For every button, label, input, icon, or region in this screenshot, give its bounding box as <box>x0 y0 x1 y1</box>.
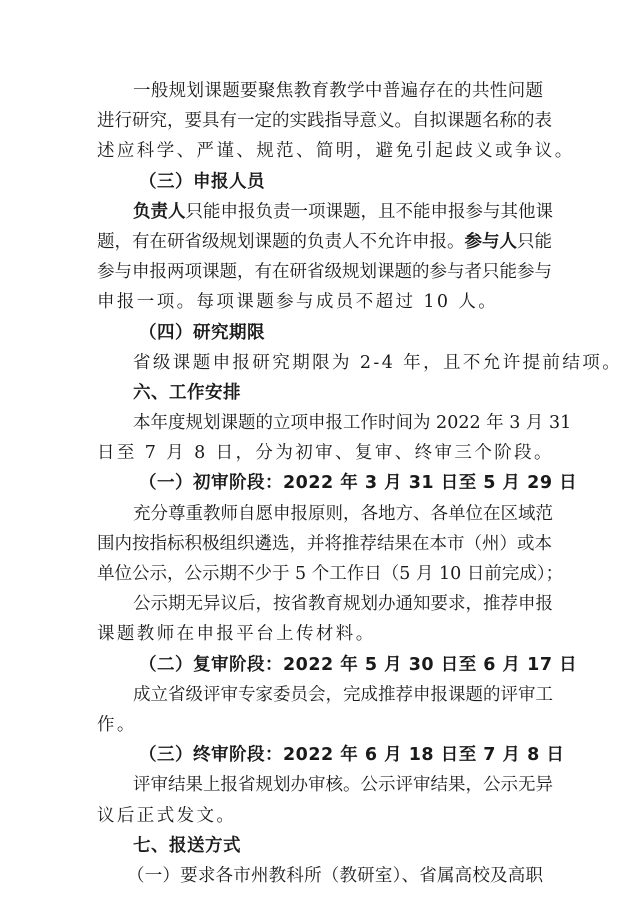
paragraph-line: 课题教师在申报平台上传材料。 <box>97 624 376 645</box>
paragraph-line <box>97 197 553 227</box>
section-heading-research-period: （四）研究期限 <box>139 322 265 343</box>
paragraph-line: 作。 <box>97 714 137 735</box>
paragraph-line: 评审结果上报省规划办审核。公示评审结果，公示无异 <box>133 775 553 796</box>
section-heading-submission-method: 七、报送方式 <box>133 835 241 856</box>
paragraph-text: 只能申报负责一项课题，且不能申报参与其他课 <box>185 201 553 222</box>
stage-heading-second-review: （二）复审阶段：2022 年 5 月 30 日至 6 月 17 日 <box>139 654 578 675</box>
paragraph-line: 成立省级评审专家委员会，完成推荐申报课题的评审工 <box>133 684 553 705</box>
section-heading-applicants: （三）申报人员 <box>139 171 265 192</box>
stage-heading-initial-review: （一）初审阶段：2022 年 3 月 31 日至 5 月 29 日 <box>139 473 578 494</box>
paragraph-line: 申报一项。每项课题参与成员不超过 10 人。 <box>97 292 499 313</box>
paragraph-text: 只能 <box>517 231 552 252</box>
section-heading-work-arrangement: 六、工作安排 <box>133 382 241 403</box>
paragraph-line <box>97 227 552 257</box>
paragraph-line: 充分尊重教师自愿申报原则，各地方、各单位在区域范 <box>133 503 553 524</box>
paragraph-line: 本年度规划课题的立项申报工作时间为 2022 年 3 月 31 <box>133 413 572 434</box>
paragraph-text: 题，有在研省级规划课题的负责人不允许申报。 <box>97 231 465 252</box>
paragraph-line: 一般规划课题要聚焦教育教学中普遍存在的共性问题 <box>133 81 543 101</box>
paragraph-line: 述应科学、严谨、规范、简明，避免引起歧义或争议。 <box>97 141 575 162</box>
paragraph-line: 单位公示，公示期不少于 5 个工作日（5 月 10 日前完成）； <box>97 564 564 584</box>
paragraph-line: 议后正式发文。 <box>97 805 237 826</box>
paragraph-line: 参与申报两项课题，有在研省级规划课题的参与者只能参与 <box>97 262 552 283</box>
paragraph-line: 进行研究，要具有一定的实践指导意义。自拟课题名称的表 <box>97 111 552 132</box>
paragraph-line: 公示期无异议后，按省教育规划办通知要求，推荐申报 <box>133 594 553 615</box>
stage-heading-final-review: （三）终审阶段：2022 年 6 月 18 日至 7 月 8 日 <box>139 745 565 766</box>
paragraph-line: 省级课题申报研究期限为 2-4 年，且不允许提前结项。 <box>133 352 623 373</box>
bold-term-leader: 负责人 <box>133 201 186 222</box>
paragraph-line: （一）要求各市州教科所（教研室）、省属高校及高职 <box>127 865 543 886</box>
paragraph-line: 日至 7 月 8 日，分为初审、复审、终审三个阶段。 <box>97 443 554 464</box>
document-page <box>97 76 623 891</box>
bold-term-participant: 参与人 <box>464 231 517 252</box>
paragraph-line: 围内按指标积极组织遴选，并将推荐结果在本市（州）或本 <box>97 533 552 554</box>
